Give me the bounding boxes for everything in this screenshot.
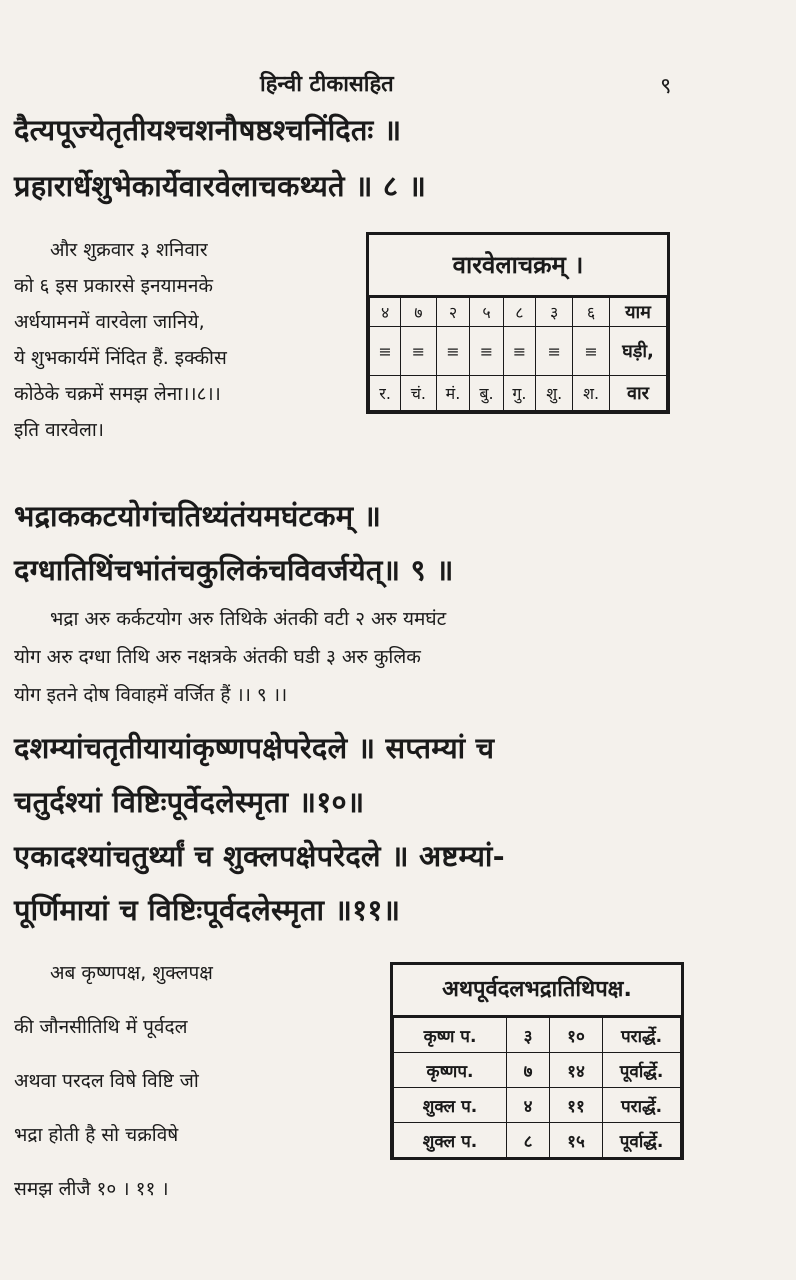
table-cell: कृष्णप. [394,1053,507,1088]
verse-9-line-1: भद्राककटयोगंचतिथ्यंतंयमघंटकम् ॥ [14,499,382,533]
table-cell: ५ [470,298,503,327]
table-cell: गु. [503,376,536,411]
verse-11-line-2: पूर्णिमायां च विष्टिःपूर्वदलेस्मृता ॥११॥ [14,893,401,927]
commentary-line: भद्रा होती है सो चक्रविषे [14,1124,179,1146]
table-row [394,1123,681,1158]
table-cell: ४ [507,1088,550,1123]
verse-10-line-2: चतुर्दश्यां विष्टिःपूर्वेदलेस्मृता ॥१०॥ [14,785,365,819]
table-cell: ४ [370,298,401,327]
commentary-line: समझ लीजै १० । ११ । [14,1178,169,1200]
ghadi-mark: ≡ [503,327,536,376]
verse-8-line-1: दैत्यपूज्येतृतीयश्चशनौषष्ठश्चनिंदितः ॥ [14,113,402,147]
table-cell: ७ [507,1053,550,1088]
table-row-vaar [370,376,667,411]
table-cell: र. [370,376,401,411]
table-row [394,1018,681,1053]
row-header: घड़ी, [610,327,667,376]
table-cell: २ [436,298,470,327]
commentary-vaarvela [14,232,227,448]
commentary-purvadal [14,946,213,1216]
table-cell: पूर्वार्द्धे. [603,1123,681,1158]
commentary-line: कोठेके चक्रमें समझ लेना।।८।। [14,383,221,405]
commentary-line: अर्धयामनमें वारवेला जानिये, [14,311,205,333]
verse-11-line-1: एकादश्यांचतुर्थ्यां च शुक्लपक्षेपरेदले ॥ अष्टम्यां- [14,839,505,873]
table-title: वारवेलाचक्रम् । [369,235,667,297]
verse-10-line-1: दशम्यांचतृतीयायांकृष्णपक्षेपरेदले ॥ सप्तम्यां च [14,731,495,765]
purvadal-bhadra-table [390,962,684,1160]
ghadi-mark: ≡ [470,327,503,376]
table-cell: ३ [536,298,573,327]
table-title: अथपूर्वदलभद्रातिथिपक्ष. [393,965,681,1017]
row-header: याम [610,298,667,327]
table-cell: १५ [550,1123,603,1158]
table-cell: पूर्वार्द्धे. [603,1053,681,1088]
table-cell: ११ [550,1088,603,1123]
table-cell: ८ [503,298,536,327]
ghadi-mark: ≡ [436,327,470,376]
table-cell: चं. [401,376,436,411]
ghadi-mark: ≡ [370,327,401,376]
table-cell: श. [573,376,610,411]
table-row [394,1053,681,1088]
commentary-line: अब कृष्णपक्ष, शुक्लपक्ष [50,962,213,984]
ghadi-mark: ≡ [401,327,436,376]
table-cell: ७ [401,298,436,327]
table-cell: ८ [507,1123,550,1158]
table-cell: शु. [536,376,573,411]
table-cell: ६ [573,298,610,327]
ghadi-mark: ≡ [573,327,610,376]
commentary-line: को ६ इस प्रकारसे इनयामनके [14,275,213,297]
running-header: हिन्वी टीकासहित [260,72,394,97]
verse-8-line-2: प्रहारार्धेशुभेकार्येवारवेलाचकथ्यते ॥ ८ ॥ [14,169,427,203]
table-cell: परार्द्धे. [603,1018,681,1053]
table-cell: शुक्ल प. [394,1088,507,1123]
commentary-bhadra [14,600,446,714]
verse-9-line-2: दग्धातिथिंचभांतंचकुलिकंचविवर्जयेत्॥ ९ ॥ [14,553,454,587]
table-row-ghadi [370,327,667,376]
commentary-line: की जौनसीतिथि में पूर्वदल [14,1016,188,1038]
table-cell: मं. [436,376,470,411]
commentary-line: योग अरु दग्धा तिथि अरु नक्षत्रके अंतकी घडी ३ अरु कुलिक [14,646,421,668]
page-number: ९ [660,74,672,99]
commentary-line: इति वारवेला। [14,419,104,441]
commentary-line: भद्रा अरु कर्कटयोग अरु तिथिके अंतकी वटी २ अरु यमघंट [50,608,447,630]
table-cell: शुक्ल प. [394,1123,507,1158]
table-cell: परार्द्धे. [603,1088,681,1123]
commentary-line: और शुक्रवार ३ शनिवार [50,239,208,261]
table-cell: ३ [507,1018,550,1053]
table-row-yam [370,298,667,327]
row-header: वार [610,376,667,411]
table-cell: बु. [470,376,503,411]
commentary-line: ये शुभकार्यमें निंदित हैं. इक्कीस [14,347,227,369]
table-cell: १० [550,1018,603,1053]
table-row [394,1088,681,1123]
table-cell: कृष्ण प. [394,1018,507,1053]
ghadi-mark: ≡ [536,327,573,376]
commentary-line: अथवा परदल विषे विष्टि जो [14,1070,199,1092]
vaarvela-chakra-table [366,232,670,414]
commentary-line: योग इतने दोष विवाहमें वर्जित हैं ।। ९ ।। [14,684,288,706]
table-cell: १४ [550,1053,603,1088]
